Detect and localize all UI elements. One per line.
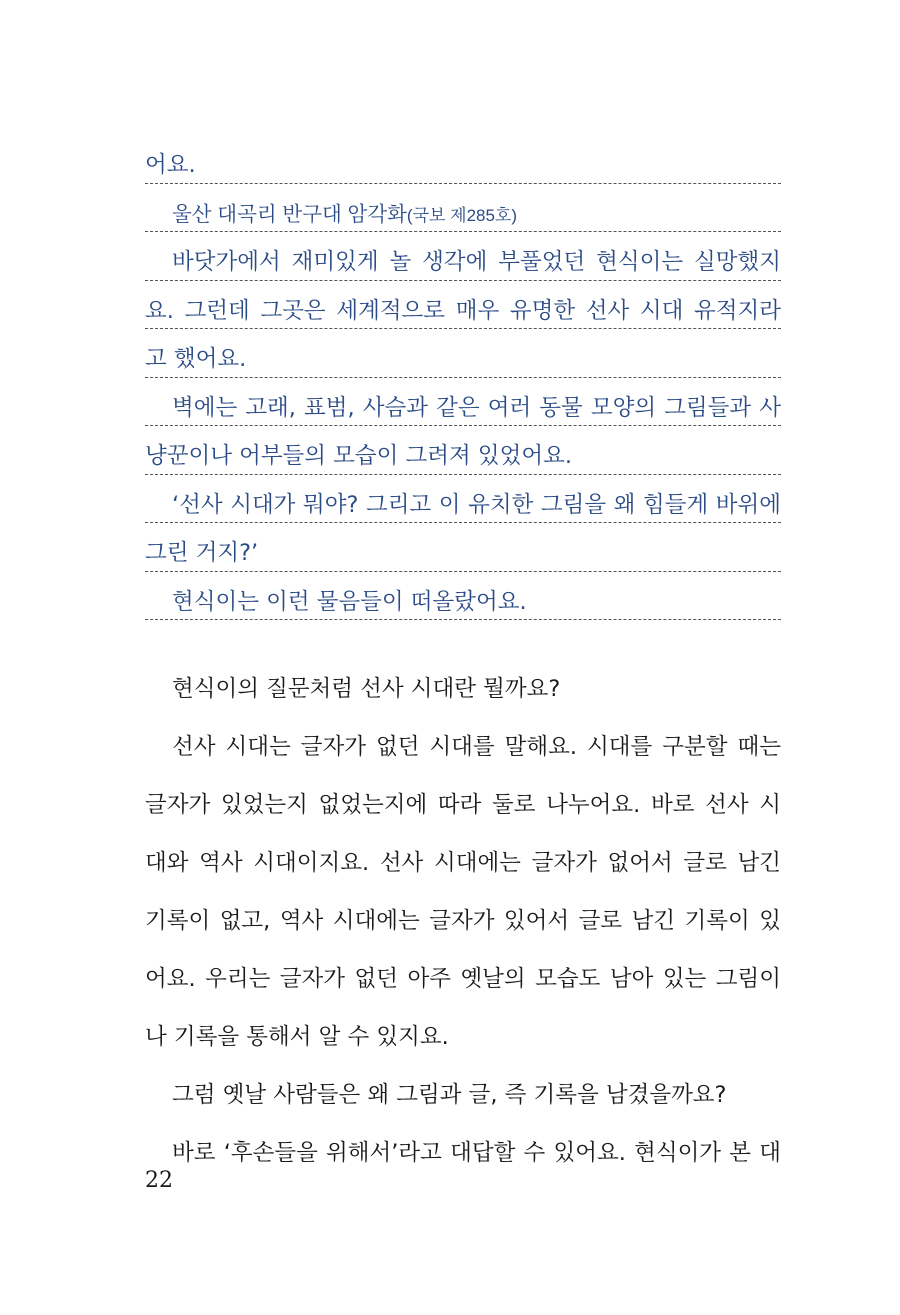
body-line xyxy=(145,1128,781,1186)
body-line xyxy=(145,664,781,722)
body-line xyxy=(145,838,781,896)
body-line-text: 바로 ‘후손들을 위해서’라고 대답할 수 있어요. 현식이가 본 대 xyxy=(172,1140,781,1166)
story-line-text: 그린 거지?’ xyxy=(145,540,259,566)
story-line xyxy=(145,329,781,378)
body-line xyxy=(145,896,781,954)
caption-designation: (국보 제285호) xyxy=(406,205,518,225)
story-line-text: 냥꾼이나 어부들의 모습이 그려져 있었어요. xyxy=(145,443,572,469)
body-line-text: 선사 시대는 글자가 없던 시대를 말해요. 시대를 구분할 때는 xyxy=(172,734,781,760)
body-section xyxy=(145,664,781,1186)
story-line-text: 현식이는 이런 물음들이 떠올랐어요. xyxy=(172,588,527,615)
story-line xyxy=(145,475,781,524)
body-line xyxy=(145,954,781,1012)
body-line xyxy=(145,780,781,838)
story-line-text: 요. 그런데 그곳은 세계적으로 매우 유명한 선사 시대 유적지라 xyxy=(145,297,781,324)
body-line-text: 글자가 있었는지 없었는지에 따라 둘로 나누어요. 바로 선사 시 xyxy=(145,792,781,818)
body-line xyxy=(145,1012,781,1070)
story-line xyxy=(145,572,781,621)
story-line-text: 어요. xyxy=(145,152,196,178)
page-number: 22 xyxy=(145,1168,173,1193)
body-line-text: 대와 역사 시대이지요. 선사 시대에는 글자가 없어서 글로 남긴 xyxy=(145,850,781,876)
story-section xyxy=(145,135,781,620)
story-line-text: 바닷가에서 재미있게 놀 생각에 부풀었던 현식이는 실망했지 xyxy=(172,249,781,275)
image-caption xyxy=(145,184,781,233)
story-line-text: ‘선사 시대가 뭐야? 그리고 이 유치한 그림을 왜 힘들게 바위에 xyxy=(172,491,781,518)
story-line-text: 고 했어요. xyxy=(145,346,247,372)
body-line xyxy=(145,722,781,780)
body-line xyxy=(145,1070,781,1128)
body-line-text: 기록이 없고, 역사 시대에는 글자가 있어서 글로 남긴 기록이 있 xyxy=(145,908,781,934)
body-line-text: 어요. 우리는 글자가 없던 아주 옛날의 모습도 남아 있는 그림이 xyxy=(145,966,781,992)
story-line-text: 벽에는 고래, 표범, 사슴과 같은 여러 동물 모양의 그림들과 사 xyxy=(172,394,781,421)
story-line xyxy=(145,135,781,184)
story-line xyxy=(145,378,781,427)
story-line xyxy=(145,232,781,281)
body-line-text: 나 기록을 통해서 알 수 있지요. xyxy=(145,1024,449,1050)
caption-title: 울산 대곡리 반구대 암각화 xyxy=(172,202,407,226)
body-line-text: 그럼 옛날 사람들은 왜 그림과 글, 즉 기록을 남겼을까요? xyxy=(172,1082,727,1108)
story-line xyxy=(145,281,781,330)
story-line xyxy=(145,523,781,572)
story-line xyxy=(145,426,781,475)
body-line-text: 현식이의 질문처럼 선사 시대란 뭘까요? xyxy=(172,676,561,702)
